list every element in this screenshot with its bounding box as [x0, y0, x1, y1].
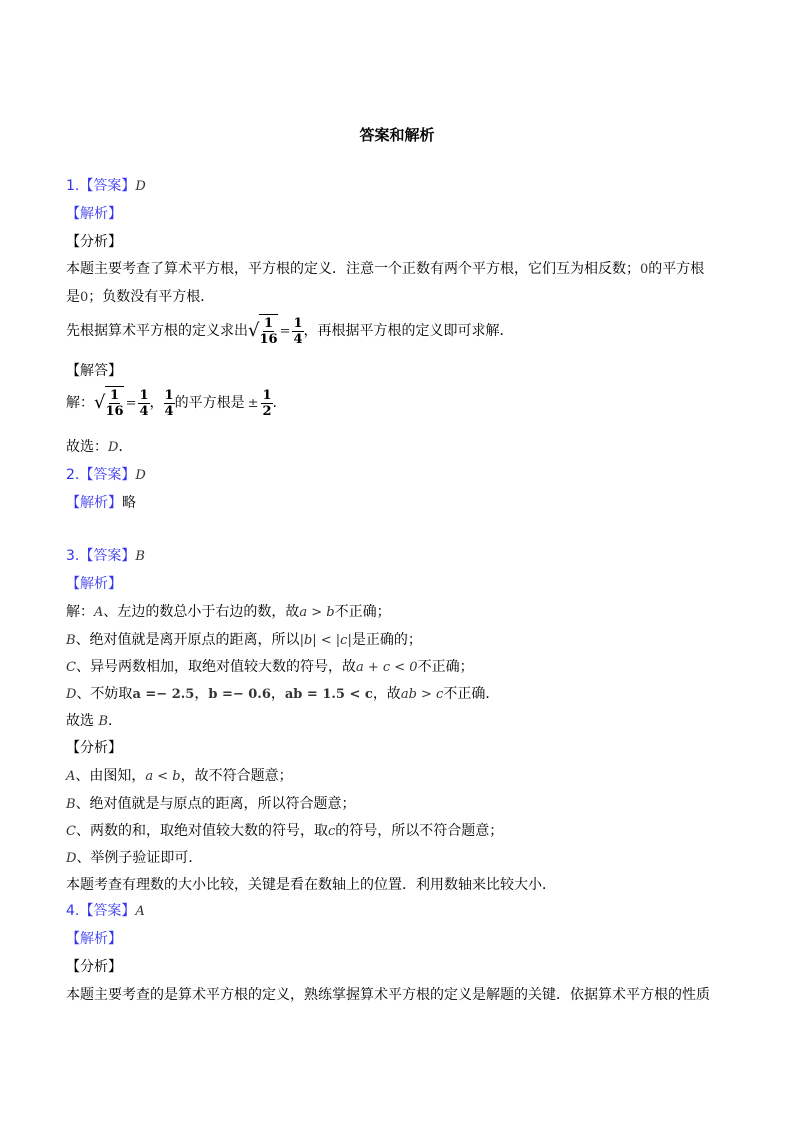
q1-answer-line — [66, 176, 146, 197]
q4-jiexi-label: 【解析】 — [66, 931, 122, 947]
q1-answer: D — [135, 179, 146, 194]
q3-summary: 本题考查有理数的大小比较，关键是看在数轴上的位置．利用数轴来比较大小． — [66, 877, 556, 893]
q4-answer: A — [135, 904, 145, 919]
q3-fenxi-a: A、由图知，a < b，故不符合题意； — [66, 768, 293, 784]
q1-fenxi-label: 【分析】 — [66, 234, 122, 250]
q1-answer-label: 【答案】 — [79, 178, 136, 194]
q4-fenxi-label: 【分析】 — [66, 959, 122, 975]
q3-line-d: D、不妨取a =− 2.5，b =− 0.6，ab = 1.5 < c，故ab > c不正确． — [66, 686, 500, 702]
q1-guxuan-line: 故选：D． — [66, 439, 133, 455]
q2-jiexi-line: 【解析】略 — [66, 495, 136, 511]
q3-answer-line: 3.【答案】B — [66, 548, 145, 564]
q3-line-a: 解：A、左边的数总小于右边的数，故a > b不正确； — [66, 604, 391, 620]
q1-fenxi-line1: 本题主要考查了算术平方根，平方根的定义．注意一个正数有两个平方根，它们互为相反数；0的平方根 — [66, 261, 705, 277]
q1-jieda-line: 解： √ $\frac{1}{16}$ = $\frac{1}{4}$ ， $\frac{1}{4}$ 的平方根是 ± $\frac{1}{2}$ . — [66, 387, 277, 419]
q3-jiexi-label: 【解析】 — [66, 576, 122, 592]
q1-number: 1. — [66, 178, 80, 194]
q2-answer-line: 2.【答案】D — [66, 467, 146, 483]
q3-fenxi-d: D、举例子验证即可． — [66, 850, 203, 866]
q1-fenxi-line2: 是0；负数没有平方根． — [66, 289, 215, 305]
sqrt-expression: √ $\frac{1}{16}$ — [248, 316, 278, 347]
q1-fenxi-line3: 先根据算术平方根的定义求出 √ $\frac{1}{16}$ = $\frac{1}{4}$ ，再根据平方根的定义即可求解． — [66, 315, 514, 347]
q4-answer-line: 4.【答案】A — [66, 903, 145, 919]
q3-line-c: C、异号两数相加，取绝对值较大数的符号，故a + c < 0不正确； — [66, 659, 474, 675]
q3-line-b: B、绝对值就是离开原点的距离，所以|b| < |c|是正确的； — [66, 632, 422, 648]
q1-jieda-label: 【解答】 — [66, 363, 122, 379]
q3-answer: B — [135, 549, 145, 564]
q3-fenxi-b: B、绝对值就是与原点的距离，所以符合题意； — [66, 796, 356, 812]
page-title: 答案和解析 — [359, 126, 435, 144]
q2-answer: D — [135, 468, 146, 483]
q3-fenxi-c: C、两数的和，取绝对值较大数的符号，取c的符号，所以不符合题意； — [66, 823, 504, 839]
q3-fenxi-label: 【分析】 — [66, 740, 122, 756]
q3-guxuan-line: 故选 B. — [66, 713, 113, 729]
q4-fenxi-text: 本题主要考查的是算术平方根的定义，熟练掌握算术平方根的定义是解题的关键．依据算术平方根的性质 — [66, 987, 710, 1003]
q1-jiexi-label: 【解析】 — [66, 206, 122, 222]
